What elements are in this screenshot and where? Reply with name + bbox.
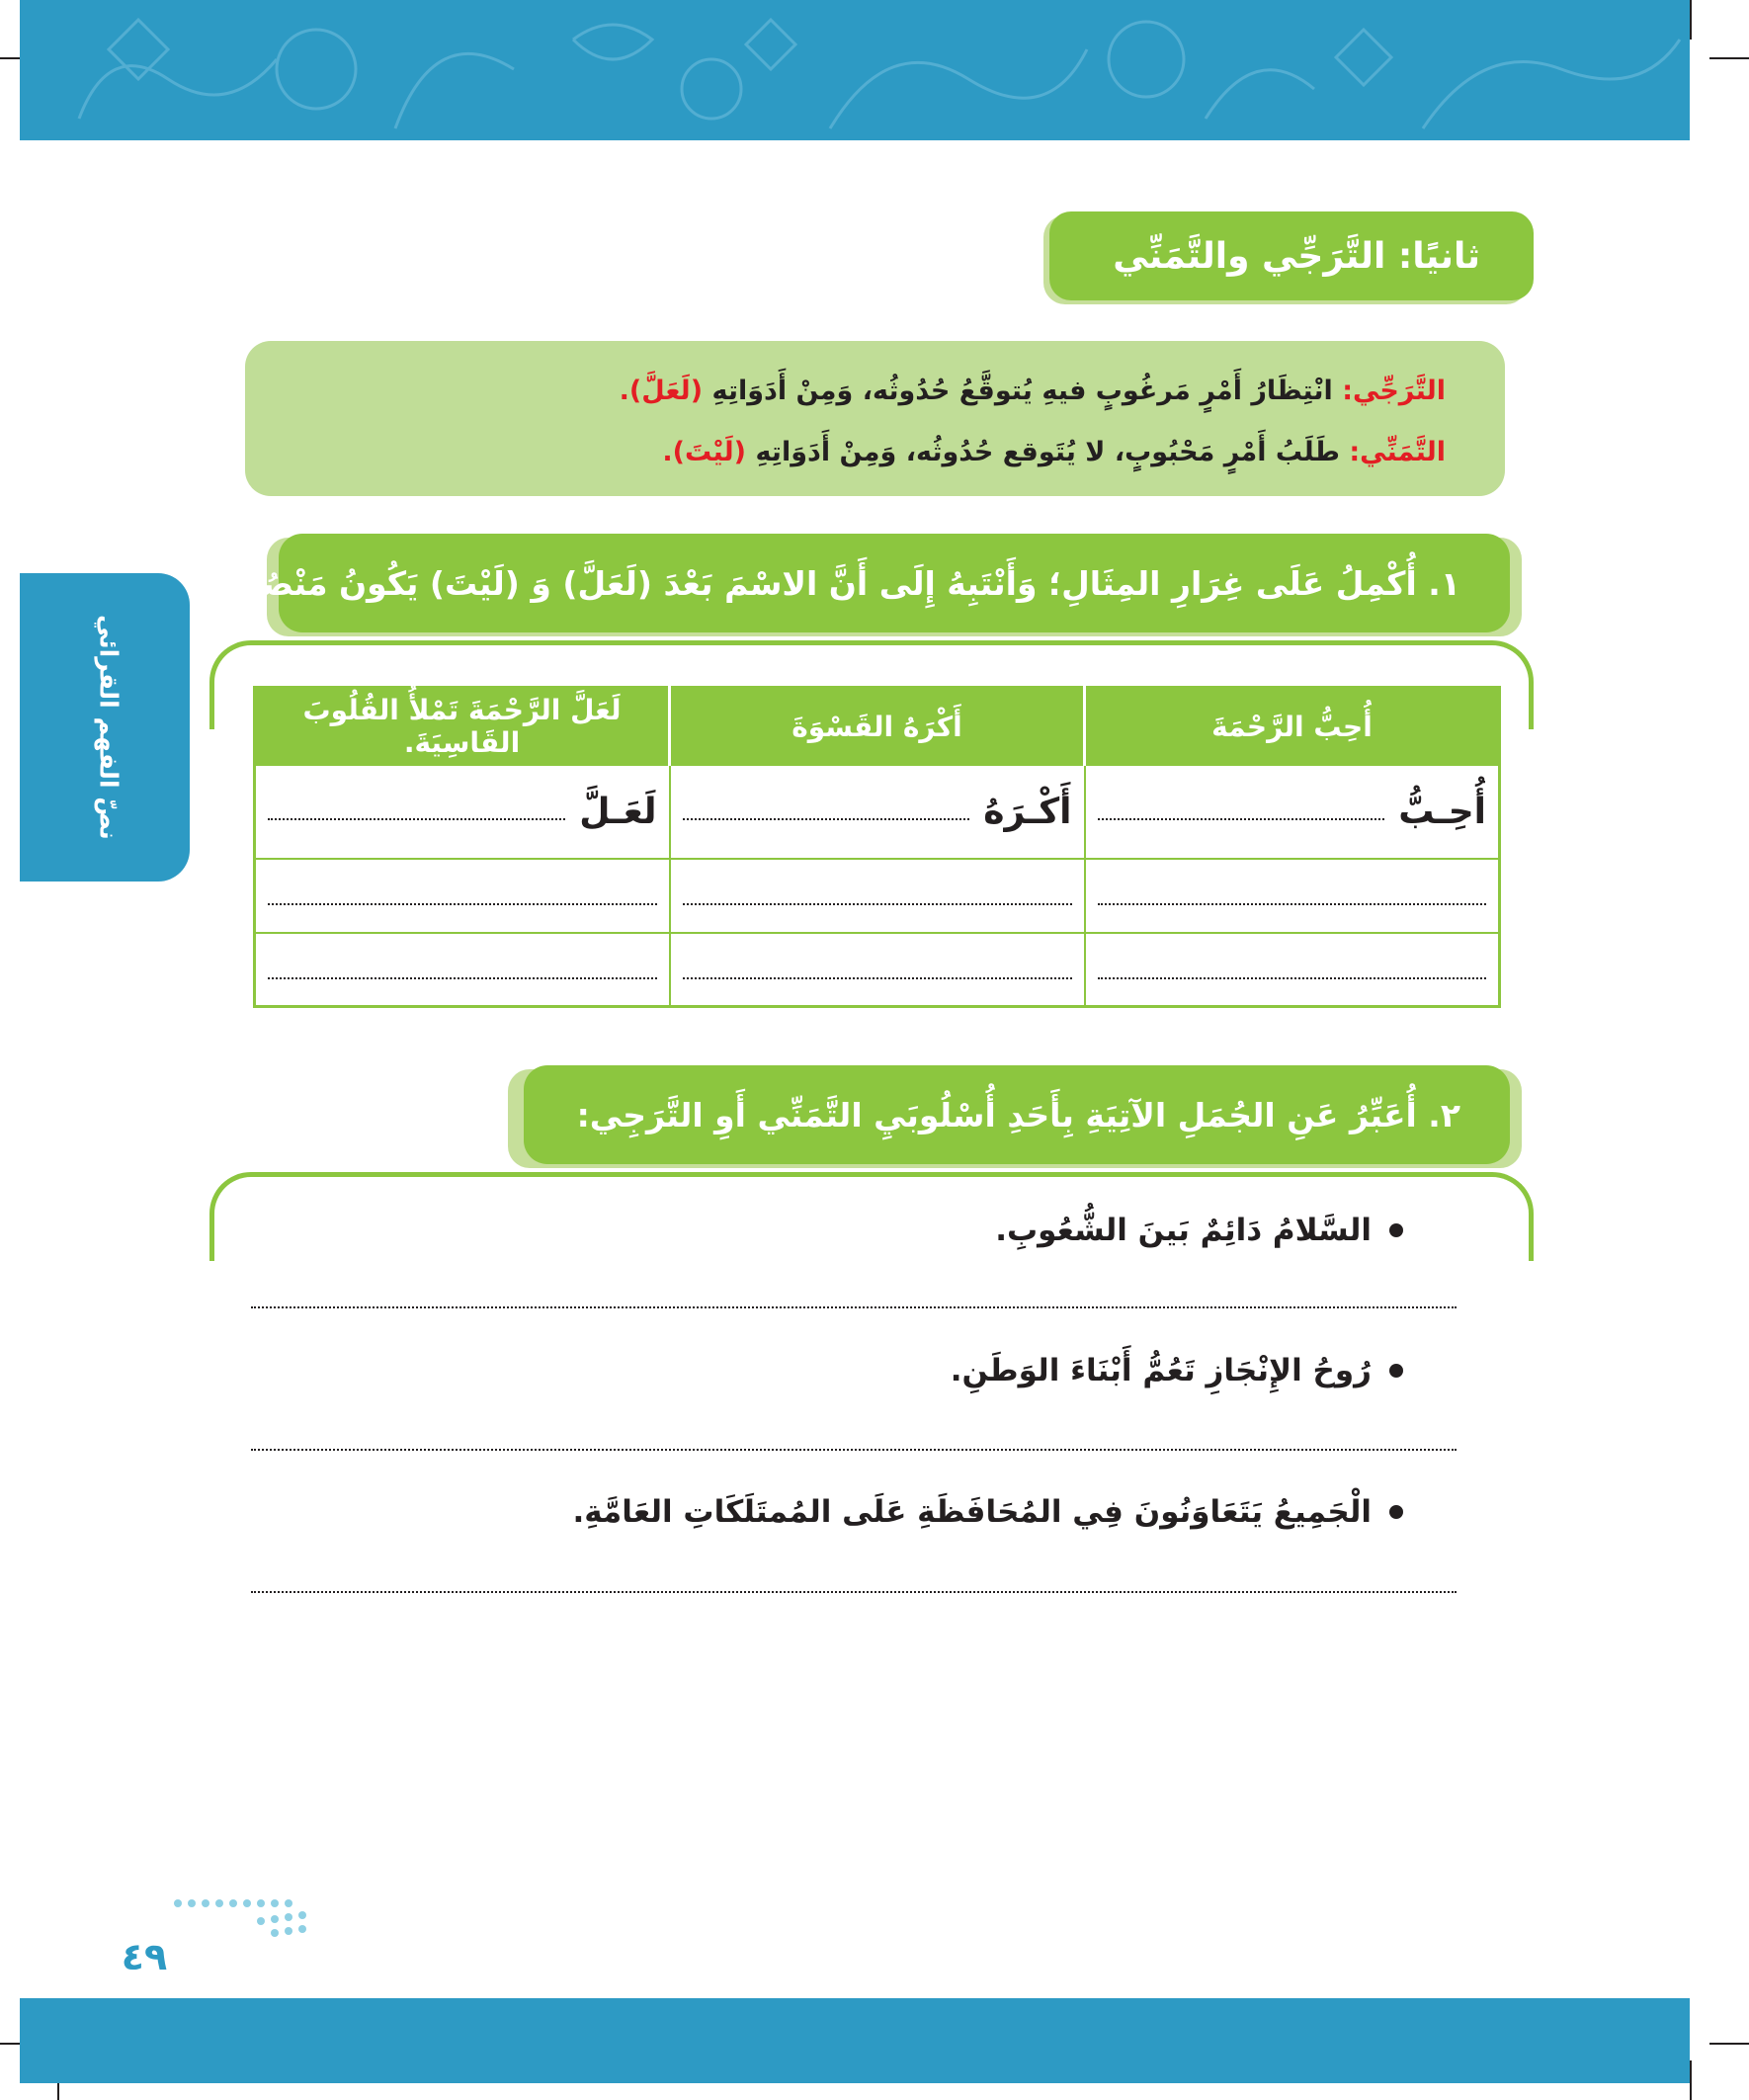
fill-line[interactable]: [1098, 903, 1487, 905]
answer-line[interactable]: [251, 1591, 1457, 1593]
definition-tamanni: [245, 422, 1446, 483]
question2-pill: [524, 1065, 1510, 1164]
bullet-icon: [1389, 1505, 1403, 1519]
crop-mark: [1690, 0, 1692, 40]
fill-line[interactable]: [683, 977, 1072, 979]
footer-band: [20, 1998, 1690, 2083]
sentence-item: [692, 1206, 1403, 1255]
sentence-text: السَّلامُ دَائِمٌ بَينَ الشُّعُوبِ.: [995, 1213, 1372, 1248]
table-cell[interactable]: [670, 765, 1085, 859]
side-tab-label-wrap: [69, 589, 148, 866]
section-title-pill: [1049, 211, 1534, 300]
decorative-pattern-icon: [20, 0, 1690, 140]
crop-mark: [1709, 2043, 1749, 2045]
section-title: ثانيًا: التَّرَجِّي والتَّمَنِّي: [1113, 235, 1480, 277]
definition-term: التَّرَجِّي:: [1342, 376, 1446, 406]
table-row: [255, 859, 1500, 932]
bullet-icon: [1389, 1223, 1403, 1237]
table-cell[interactable]: [255, 933, 670, 1007]
example-table: [253, 686, 1501, 1008]
table-header-row: [255, 688, 1500, 766]
question1-text: ١. أُكْمِلُ عَلَى غِرَارِ المِثَالِ؛ وَأَنْتَبِهُ إِلَى أَنَّ الاسْمَ بَعْدَ (لَعَلَّ) وَ (لَيْتَ) يَكُونُ مَنْصُوبًا.: [205, 563, 1460, 603]
definition-tarajji: [245, 361, 1446, 422]
fill-line[interactable]: [1098, 977, 1487, 979]
table-cell[interactable]: [1085, 765, 1500, 859]
table-cell[interactable]: [255, 859, 670, 932]
table-row: [255, 933, 1500, 1007]
cell-word: لَعَـلَّ: [579, 792, 657, 833]
fill-line[interactable]: [268, 818, 565, 820]
definition-term: التَّمَنِّي:: [1349, 437, 1446, 467]
definition-text: انْتِظَارُ أَمْرٍ مَرغُوبٍ فيهِ يُتوقَّعُ حُدُوثُه، وَمِنْ أَدَوَاتِهِ: [711, 376, 1333, 406]
table-header: أُحِبُّ الرَّحْمَةَ: [1085, 688, 1500, 766]
question2-text: ٢. أُعَبِّرُ عَنِ الجُمَلِ الآتِيَةِ بِأَحَدِ أُسْلُوبَيِ التَّمَنِّي أَوِ التَّرَجِي:: [576, 1095, 1460, 1134]
bullet-icon: [1389, 1364, 1403, 1378]
table-cell[interactable]: [1085, 859, 1500, 932]
sentence-text: رُوحُ الإِنْجَازِ تَعُمُّ أَبْنَاءَ الوَطَنِ.: [950, 1353, 1372, 1388]
sentence-item: [494, 1487, 1403, 1537]
question1-pill: [205, 534, 1510, 632]
answer-line[interactable]: [251, 1449, 1457, 1451]
definition-text: طَلَبُ أَمْرٍ مَحْبُوبٍ، لا يُتَوقع حُدُوثُه، وَمِنْ أَدَوَاتِهِ: [755, 437, 1340, 467]
fill-line[interactable]: [683, 903, 1072, 905]
definitions-box: [245, 341, 1505, 496]
cell-word: أُحِـبُّ: [1398, 792, 1486, 833]
table-header: أَكْرَهُ القَسْوَةَ: [670, 688, 1085, 766]
header-band: [20, 0, 1690, 140]
fill-line[interactable]: [268, 903, 657, 905]
sentence-item: [692, 1346, 1403, 1395]
table-cell[interactable]: [255, 765, 670, 859]
table-cell[interactable]: [670, 933, 1085, 1007]
crop-mark: [1709, 57, 1749, 59]
definition-tool: (لَيْتَ).: [662, 437, 747, 467]
side-tab-label: نصّ الفهم القرائي: [94, 615, 124, 840]
fill-line[interactable]: [683, 818, 970, 820]
sentence-text: الْجَمِيعُ يَتَعَاوَنُونَ فِي المُحَافَظَةِ عَلَى المُمتَلَكَاتِ العَامَّةِ.: [572, 1494, 1372, 1530]
page-number: ٤٩: [121, 1935, 168, 1978]
table-row: [255, 765, 1500, 859]
definition-tool: (لَعَلَّ).: [619, 376, 704, 406]
fill-line[interactable]: [1098, 818, 1385, 820]
fill-line[interactable]: [268, 977, 657, 979]
table-header: لَعَلَّ الرَّحْمَةَ تَمْلأُ القُلُوبَ القَاسِيَةَ.: [255, 688, 670, 766]
crop-mark: [1690, 2060, 1692, 2100]
cell-word: أَكْـرَهُ: [983, 792, 1072, 833]
answer-line[interactable]: [251, 1306, 1457, 1308]
table-cell[interactable]: [670, 859, 1085, 932]
table-cell[interactable]: [1085, 933, 1500, 1007]
